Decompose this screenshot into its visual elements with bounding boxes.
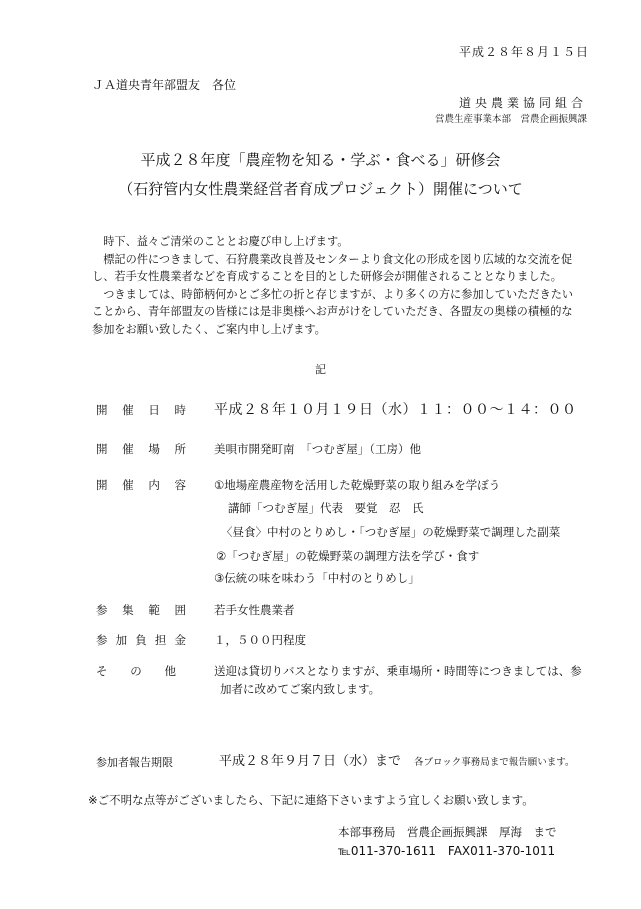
document-title: 平成２８年度「農産物を知る・学ぶ・食べる」研修会 [140, 151, 501, 169]
content-item-2: ②「つむぎ屋」の乾燥野菜の調理方法を学び・食す [216, 549, 480, 563]
other-value-line1: 送迎は貸切りバスとなりますが、乗車場所・時間等につきましては、参 [214, 664, 582, 678]
addressee: ＪＡ道央青年部盟友 各位 [92, 78, 237, 92]
fee-label: 参 加 負 担 金 [96, 633, 186, 647]
content-label: 開 催 内 容 [96, 478, 186, 492]
contact-office: 本部事務局 営農企画振興課 厚海 まで [338, 825, 557, 839]
content-lecturer: 講師「つむぎ屋」代表 要覚 忍 氏 [228, 501, 424, 515]
body-line: 標記の件につきまして、石狩農業改良普及センターより食文化の形成を図り広域的な交流を促 [92, 252, 573, 266]
body-line: つきましては、時節柄何かとご多忙の折と存じますが、より多くの方に参加していただきたい [92, 287, 574, 301]
deadline-value: 平成２８年９月７日（水）まで [219, 754, 402, 769]
place-value: 美唄市開発町南 「つむぎ屋」（工房）他 [214, 442, 421, 456]
scope-label: 参 集 範 囲 [96, 603, 186, 617]
document-subtitle: （石狩管内女性農業経営者育成プロジェクト）開催について [118, 180, 523, 198]
place-label: 開 催 場 所 [96, 442, 186, 456]
deadline-note: 各ブロック事務局まで報告願います。 [414, 757, 575, 768]
body-line: 時下、益々ご清栄のこととお慶び申し上げます。 [92, 235, 349, 248]
content-item-1: ①地場産農産物を活用した乾燥野菜の取り組みを学ぼう [214, 478, 501, 492]
body-line: ことから、青年部盟友の皆様には是非奥様へお声がけをしていただき、各盟友の奥様の積極的な [92, 305, 573, 318]
inquiry-note: ※ご不明な点等がございましたら、下記に連絡下さいますよう宜しくお願い致します。 [88, 793, 534, 807]
content-lunch: 〈昼食〉中村のとりめし・「つむぎ屋」の乾燥野菜で調理した副菜 [221, 525, 561, 539]
sender-department: 営農生産事業本部 営農企画振興課 [434, 114, 587, 125]
body-text [92, 233, 592, 338]
datetime-value: 平成２８年１０月１９日（水）１１：００～１４：００ [214, 402, 577, 418]
datetime-label: 開 催 日 時 [96, 403, 186, 417]
content-item-3: ③伝統の味を味わう「中村のとりめし」 [214, 571, 420, 585]
document-date: 平成２８年８月１５日 [458, 45, 589, 59]
deadline-label: 参加者報告期限 [96, 756, 173, 769]
fee-value: １，５００円程度 [214, 633, 306, 647]
ki-marker: 記 [315, 363, 326, 376]
body-line: し、若手女性農業者などを育成することを目的とした研修会が開催されることとなりました。 [92, 270, 562, 283]
contact-phone-fax: ℡011-370-1611 FAX011-370-1011 [338, 844, 556, 858]
other-label: そ の 他 [96, 664, 176, 678]
scope-value: 若手女性農業者 [214, 603, 295, 617]
other-value-line2: 加者に改めてご案内致します。 [220, 682, 381, 696]
sender-organization: 道央農業協同組合 [458, 96, 587, 110]
body-line: 参加をお願い致したく、ご案内申し上げます。 [92, 322, 326, 336]
